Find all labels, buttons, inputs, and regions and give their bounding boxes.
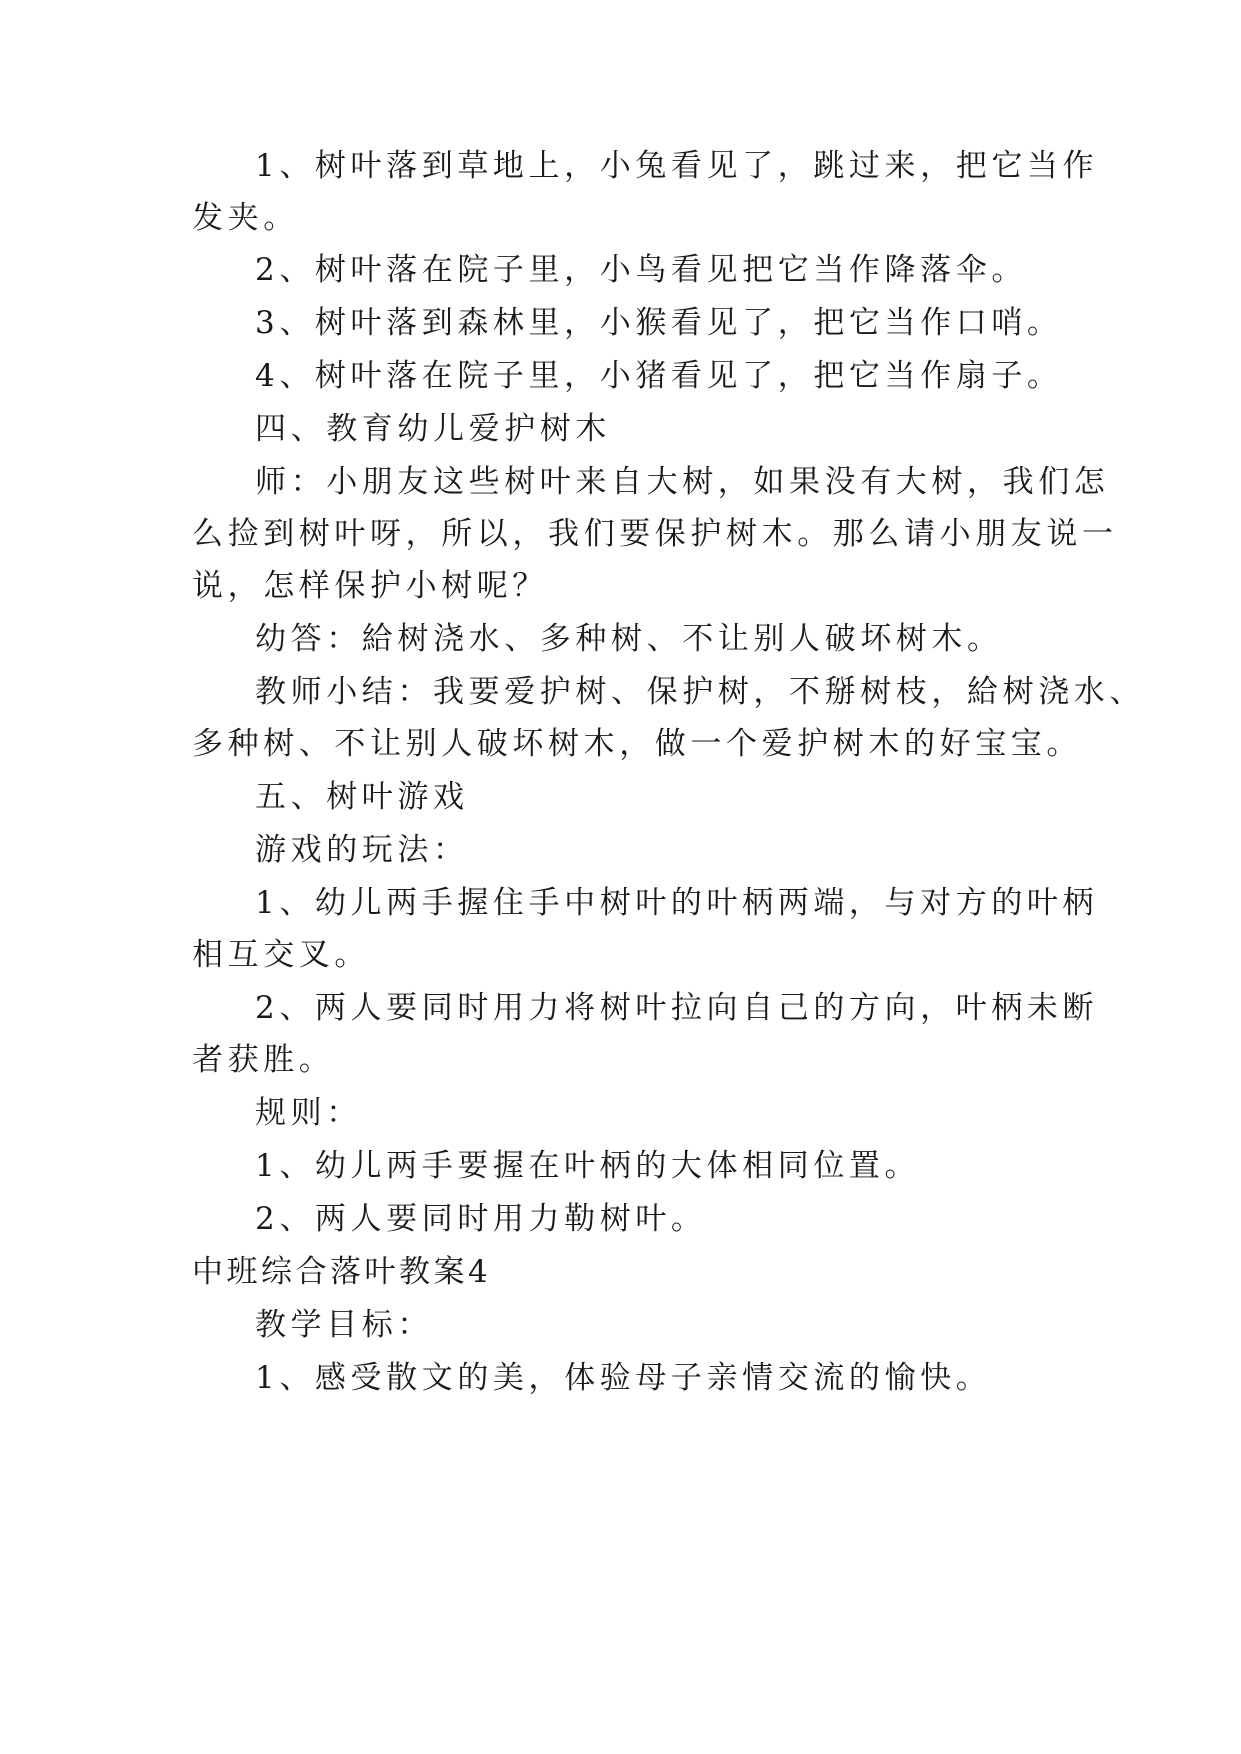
paragraph-4: 4、树叶落在院子里，小猪看见了，把它当作扇子。 xyxy=(255,358,1063,394)
section-heading-five: 五、树叶游戏 xyxy=(255,779,469,815)
paragraph-teacher-line-3: 说，怎样保护小树呢？ xyxy=(192,568,548,604)
game-method-label: 游戏的玩法： xyxy=(255,832,469,868)
paragraph-child-answer: 幼答：給树浇水、多种树、不让别人破坏树木。 xyxy=(255,621,1003,657)
teaching-goal-1: 1、感受散文的美，体验母子亲情交流的愉快。 xyxy=(255,1360,992,1396)
paragraph-teacher-line-1: 师：小朋友这些树叶来自大树，如果没有大树，我们怎 xyxy=(255,464,1110,500)
game-step-1-line-1: 1、幼儿两手握住手中树叶的叶柄两端，与对方的叶柄 xyxy=(255,885,1099,921)
section-title: 中班综合落叶教案4 xyxy=(192,1254,492,1290)
paragraph-1-line-1: 1、树叶落到草地上，小兔看见了，跳过来，把它当作 xyxy=(255,148,1099,184)
rules-label: 规则： xyxy=(255,1095,362,1131)
teaching-goals-label: 教学目标： xyxy=(255,1307,433,1343)
paragraph-3: 3、树叶落到森林里，小猴看见了，把它当作口哨。 xyxy=(255,305,1063,341)
game-step-2-line-2: 者获胜。 xyxy=(192,1042,335,1078)
game-step-2-line-1: 2、两人要同时用力将树叶拉向自己的方向，叶柄未断 xyxy=(255,990,1099,1026)
paragraph-teacher-line-2: 么捡到树叶呀，所以，我们要保护树木。那么请小朋友说一 xyxy=(192,516,1118,552)
section-heading-four: 四、教育幼儿爱护树木 xyxy=(255,411,611,447)
paragraph-summary-line-2: 多种树、不让别人破坏树木，做一个爱护树木的好宝宝。 xyxy=(192,726,1082,762)
paragraph-2: 2、树叶落在院子里，小鸟看见把它当作降落伞。 xyxy=(255,252,1027,288)
paragraph-1-line-2: 发夹。 xyxy=(192,200,299,236)
paragraph-summary-line-1: 教师小结：我要爱护树、保护树，不掰树枝，給树浇水、 xyxy=(255,674,1145,710)
rule-2: 2、两人要同时用力勒树叶。 xyxy=(255,1201,707,1237)
game-step-1-line-2: 相互交叉。 xyxy=(192,937,370,973)
rule-1: 1、幼儿两手要握在叶柄的大体相同位置。 xyxy=(255,1148,921,1184)
